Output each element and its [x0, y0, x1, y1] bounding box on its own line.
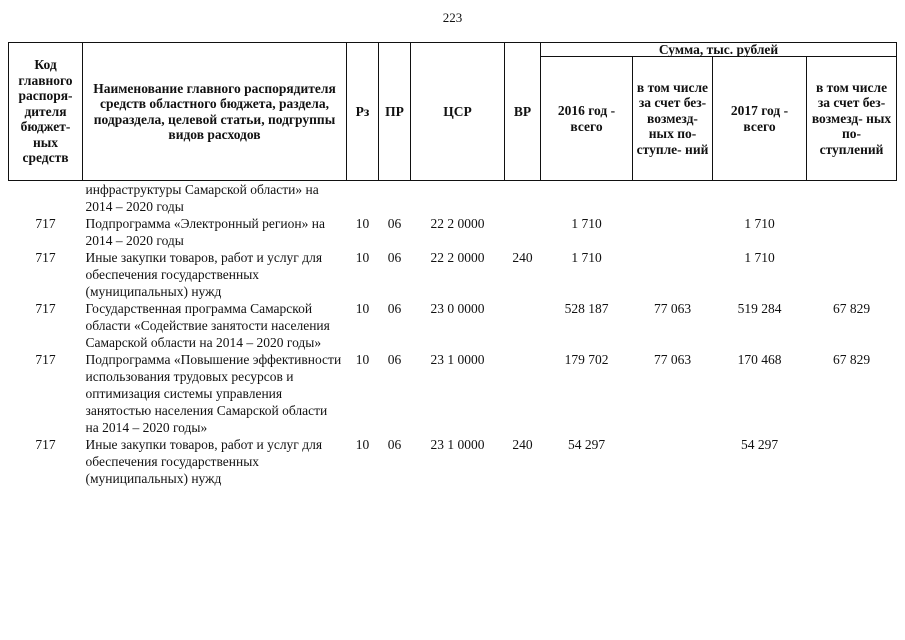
cell-pr: 06 — [387, 437, 402, 452]
header-2016-grants: в том числе за счет без- возмезд- ных по- ступле- ний — [633, 57, 713, 181]
cell-2016-grants — [633, 436, 713, 487]
cell-code — [9, 181, 83, 216]
cell-csr: 23 1 0000 — [430, 352, 485, 367]
cell-vr: 240 — [512, 250, 533, 265]
cell-vr — [505, 300, 541, 351]
cell-csr — [411, 181, 505, 216]
cell-vr: 240 — [512, 437, 533, 452]
cell-code: 717 — [35, 216, 56, 231]
cell-2016-grants — [633, 249, 713, 300]
budget-table — [8, 42, 897, 487]
cell-name: инфраструктуры Самарской области» на 2014 – 2020 годы — [85, 182, 319, 214]
table-row — [9, 215, 897, 249]
cell-rz: 10 — [355, 250, 370, 265]
cell-2016-total: 528 187 — [564, 301, 609, 316]
cell-csr: 23 0 0000 — [430, 301, 485, 316]
header-name: Наименование главного распорядителя средств областного бюджета, раздела, подраздела, целевой статьи, подгруппы видов расходов — [83, 43, 347, 181]
cell-2016-grants — [633, 215, 713, 249]
table-row — [9, 249, 897, 300]
cell-pr: 06 — [387, 250, 402, 265]
cell-rz: 10 — [355, 437, 370, 452]
header-pr: ПР — [379, 43, 411, 181]
header-code: Код главного распоря- дителя бюджет- ных средств — [9, 43, 83, 181]
cell-code: 717 — [35, 352, 56, 367]
cell-2016-grants: 77 063 — [653, 301, 692, 316]
cell-2017-total — [713, 181, 807, 216]
cell-vr — [505, 181, 541, 216]
cell-name: Иные закупки товаров, работ и услуг для обеспечения государственных (муниципальных) нужд — [85, 250, 323, 299]
header-2017-total: 2017 год - всего — [713, 57, 807, 181]
page-number: 223 — [442, 10, 463, 25]
cell-2017-grants — [807, 181, 897, 216]
table-row — [9, 181, 897, 216]
cell-2017-total: 1 710 — [744, 250, 775, 265]
cell-2016-total: 1 710 — [571, 250, 602, 265]
cell-csr: 22 2 0000 — [430, 216, 485, 231]
header-vr: ВР — [505, 43, 541, 181]
cell-2016-total: 1 710 — [571, 216, 602, 231]
header-rz: Рз — [347, 43, 379, 181]
cell-vr — [505, 215, 541, 249]
header-csr: ЦСР — [411, 43, 505, 181]
cell-vr — [505, 351, 541, 436]
table-row — [9, 300, 897, 351]
cell-rz: 10 — [355, 216, 370, 231]
cell-name: Иные закупки товаров, работ и услуг для обеспечения государственных (муниципальных) нужд — [85, 437, 323, 486]
header-sum-group: Сумма, тыс. рублей — [541, 43, 897, 57]
cell-2017-grants: 67 829 — [832, 352, 871, 367]
cell-pr: 06 — [387, 301, 402, 316]
cell-2017-grants — [807, 215, 897, 249]
table-row — [9, 436, 897, 487]
cell-name: Подпрограмма «Электронный регион» на 2014 – 2020 годы — [85, 216, 325, 248]
cell-rz: 10 — [355, 301, 370, 316]
cell-csr: 23 1 0000 — [430, 437, 485, 452]
cell-2016-grants — [633, 181, 713, 216]
header-2017-grants: в том числе за счет без- возмезд- ных по- ступлений — [807, 57, 897, 181]
cell-name: Государственная программа Самарской области «Содействие занятости населения Самарской области на 2014 – 2020 годы» — [85, 301, 330, 350]
cell-2017-total: 54 297 — [740, 437, 779, 452]
cell-pr — [379, 181, 411, 216]
cell-rz — [347, 181, 379, 216]
cell-code: 717 — [35, 301, 56, 316]
cell-2017-total: 170 468 — [737, 352, 782, 367]
cell-2017-grants — [807, 249, 897, 300]
cell-2017-grants: 67 829 — [832, 301, 871, 316]
header-2016-total: 2016 год - всего — [541, 57, 633, 181]
cell-2017-total: 519 284 — [737, 301, 782, 316]
cell-pr: 06 — [387, 216, 402, 231]
cell-2016-total: 54 297 — [567, 437, 606, 452]
cell-code: 717 — [35, 437, 56, 452]
cell-2016-total — [541, 181, 633, 216]
cell-2017-grants — [807, 436, 897, 487]
cell-2016-grants: 77 063 — [653, 352, 692, 367]
cell-code: 717 — [35, 250, 56, 265]
cell-2017-total: 1 710 — [744, 216, 775, 231]
cell-pr: 06 — [387, 352, 402, 367]
table-row — [9, 351, 897, 436]
cell-csr: 22 2 0000 — [430, 250, 485, 265]
cell-2016-total: 179 702 — [564, 352, 609, 367]
cell-rz: 10 — [355, 352, 370, 367]
cell-name: Подпрограмма «Повышение эффективности использования трудовых ресурсов и оптимизация системы управления занятостью населения Самарской области на 2014 – 2020 годы» — [85, 352, 342, 435]
